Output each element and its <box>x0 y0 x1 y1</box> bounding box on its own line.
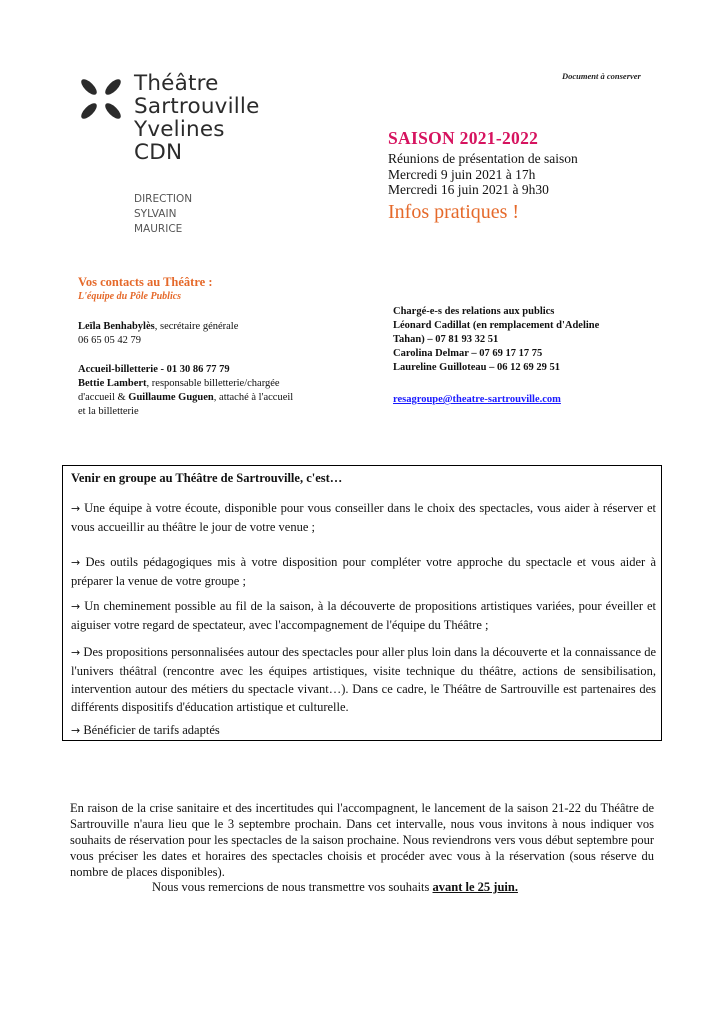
direction-line: MAURICE <box>134 223 183 235</box>
direction-line: SYLVAIN <box>134 208 177 220</box>
logo-line: Théâtre <box>134 71 219 96</box>
arrow-right-icon: → <box>71 724 81 737</box>
contacts-title: Vos contacts au Théâtre : <box>78 275 213 289</box>
reunions-heading: Réunions de présentation de saison <box>388 151 578 166</box>
saison-title: SAISON 2021-2022 <box>388 128 539 148</box>
arrow-right-icon: → <box>71 556 81 569</box>
contact-guillaume <box>78 391 368 405</box>
contact-carolina: Carolina Delmar – 07 69 17 17 75 <box>393 348 543 359</box>
contact-role: , secrétaire générale <box>154 321 239 332</box>
benefit-item <box>71 721 656 740</box>
contacts-left-column <box>78 320 368 419</box>
benefit-item <box>71 643 656 716</box>
benefit-item <box>71 499 656 536</box>
document-note: Document à conserver <box>562 71 641 81</box>
contact-role: d'accueil & <box>78 392 129 403</box>
season-launch-paragraph: En raison de la crise sanitaire et des incertitudes qui l'accompagnent, le lancement de la saison 21-22 du Théâtre de Sartrouville n'aura lieu que le 3 septembre prochain. Dans cet intervalle, nous vous invitons à nous indiquer vos souhaits de réservation pour les spectacles de la saison prochaine. Nous reviendrons vers vous début septembre pour vous préciser les dates et horaires des spectacles choisis et procéder avec vous à la réservation (sous réserve du nombre de places disponibles). <box>70 801 654 879</box>
contacts-subtitle: L'équipe du Pôle Publics <box>78 291 182 302</box>
thanks-text: Nous vous remercions de nous transmettre vos souhaits <box>152 880 433 894</box>
logo-line: Yvelines <box>134 117 225 142</box>
email-link[interactable]: resagroupe@theatre-sartrouville.com <box>393 394 561 405</box>
contact-role: et la billetterie <box>78 406 139 417</box>
contact-laureline: Laureline Guilloteau – 06 12 69 29 51 <box>393 362 560 373</box>
contacts-right-column <box>393 305 663 375</box>
contact-role: , responsable billetterie/chargée <box>146 378 280 389</box>
benefit-text: Une équipe à votre écoute, disponible pour vous conseiller dans le choix des spectacles, vous aider à réserver et vous accueillir au théâtre le jour de votre venue ; <box>71 501 656 534</box>
benefit-item <box>71 553 656 590</box>
benefit-item <box>71 597 656 634</box>
contact-name: Guillaume Guguen <box>128 392 214 403</box>
reunions-info <box>388 151 578 198</box>
contact-leonard: Tahan) – 07 81 93 32 51 <box>393 334 499 345</box>
contact-bettie <box>78 377 368 391</box>
contact-leonard: Léonard Cadillat (en remplacement d'Adeline <box>393 320 600 331</box>
deadline-text: avant le 25 juin. <box>432 880 518 894</box>
direction-credit <box>134 192 192 237</box>
theatre-logo-mark <box>78 76 124 122</box>
contact-leila <box>78 320 368 334</box>
benefit-text: Un cheminement possible au fil de la saison, à la découverte de propositions artistiques variées, pour éveiller et aiguiser votre regard de spectateur, avec l'accompagnement de l'équipe du Théâtre ; <box>71 599 657 632</box>
reunion-date: Mercredi 9 juin 2021 à 17h <box>388 166 536 182</box>
contact-phone: 06 65 05 42 79 <box>78 335 141 346</box>
reunion-date: Mercredi 16 juin 2021 à 9h30 <box>388 182 549 197</box>
arrow-right-icon: → <box>71 646 81 659</box>
contact-name: Leïla Benhabylès <box>78 321 155 332</box>
benefit-text: Des propositions personnalisées autour des spectacles pour aller plus loin dans la découverte et la connaissance de l'univers théâtral (rencontre avec les équipes artistiques, visite technique du théâtre, actions de sensibilisation, intervention autour des métiers du spectacle vivant…). Dans ce cadre, le Théâtre de Sartrouville est partenaires des différents dispositifs d'éducation artistique et culturelle. <box>71 645 656 714</box>
logo-line: CDN <box>134 140 183 165</box>
group-benefits-title: Venir en groupe au Théâtre de Sartrouville, c'est… <box>71 471 343 485</box>
arrow-right-icon: → <box>71 600 81 613</box>
contact-name: Bettie Lambert <box>78 378 147 389</box>
accueil-billetterie: Accueil-billetterie - 01 30 86 77 79 <box>78 364 230 375</box>
thanks-line <box>152 880 518 895</box>
infos-pratiques-heading: Infos pratiques ! <box>388 201 520 223</box>
direction-line: DIRECTION <box>134 193 193 205</box>
charges-title: Chargé-e-s des relations aux publics <box>393 306 555 317</box>
benefit-text: Bénéficier de tarifs adaptés <box>83 723 220 737</box>
benefit-text: Des outils pédagogiques mis à votre disposition pour compléter votre approche du spectacle et vous aider à préparer la venue de votre groupe ; <box>71 555 657 588</box>
arrow-right-icon: → <box>71 502 81 515</box>
contact-role: , attaché à l'accueil <box>213 392 294 403</box>
logo-line: Sartrouville <box>134 94 260 119</box>
theatre-logo-text <box>134 72 260 164</box>
